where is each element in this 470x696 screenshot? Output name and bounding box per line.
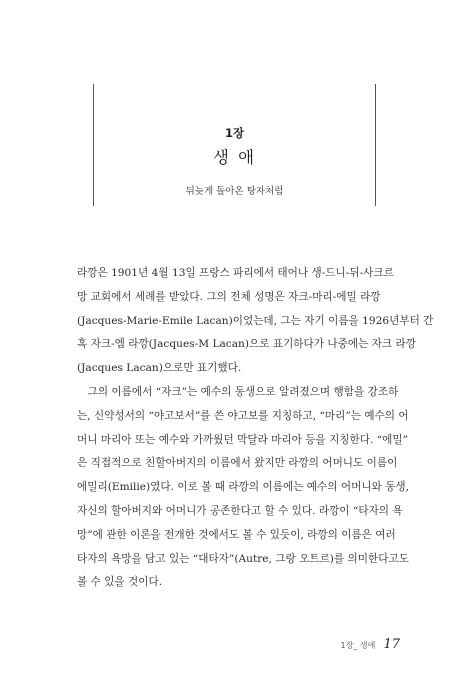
body-line: 타자의 욕망을 담고 있는 “대타자”(Autre, 그랑 오트르)를 의미한다고도	[77, 552, 409, 565]
page-footer	[250, 633, 400, 652]
page-number: 17	[383, 637, 400, 652]
chapter-header	[93, 84, 376, 206]
body-line: 혹 자크-엠 라깡(Jacques-M Lacan)으로 표기하다가 나중에는 자크 라깡	[77, 338, 416, 351]
body-line: 는, 신약성서의 “야고보서”를 쓴 야고보를 지칭하고, “마리”는 예수의 어	[77, 409, 409, 422]
body-line: 은 직접적으로 친할아버지의 이름에서 왔지만 라깡의 어머니도 이름이	[77, 457, 398, 470]
body-line: 볼 수 있을 것이다.	[77, 576, 163, 589]
chapter-title: 생 애	[212, 148, 257, 167]
body-text	[77, 262, 434, 595]
body-line: 망”에 관한 이론을 전개한 것에서도 볼 수 있듯이, 라깡의 이름은 여러	[77, 528, 396, 541]
body-line: 라깡은 1901년 4월 13일 프랑스 파리에서 태어나 생-드니-뒤-사크르	[77, 267, 394, 279]
body-line: 망 교회에서 세례를 받았다. 그의 전체 성명은 자크-마리-에밀 라깡	[77, 290, 381, 303]
body-line: 에밀리(Emilie)였다. 이로 볼 때 라깡의 이름에는 예수의 어머니와 동생,	[77, 481, 409, 494]
body-line: 머니 마리아 또는 예수와 가까웠던 막달라 마리아 등을 지칭한다. “에밀”	[77, 433, 409, 446]
chapter-number: 1장	[224, 126, 245, 140]
body-line: (Jacques Lacan)으로만 표기했다.	[77, 362, 242, 375]
body-line: 자신의 할아버지와 어머니가 공존한다고 할 수 있다. 라깡이 “타자의 욕	[77, 504, 403, 517]
running-footer-label: 1장_ 생애	[340, 641, 376, 650]
body-line: (Jacques-Marie-Emile Lacan)이었는데, 그는 자기 이름을 1926년부터 간	[77, 314, 434, 327]
chapter-subtitle: 뒤늦게 돌아온 탕자처럼	[185, 186, 284, 197]
body-line: 그의 이름에서 “자크”는 예수의 동생으로 알려졌으며 행함을 강조하	[77, 385, 399, 398]
